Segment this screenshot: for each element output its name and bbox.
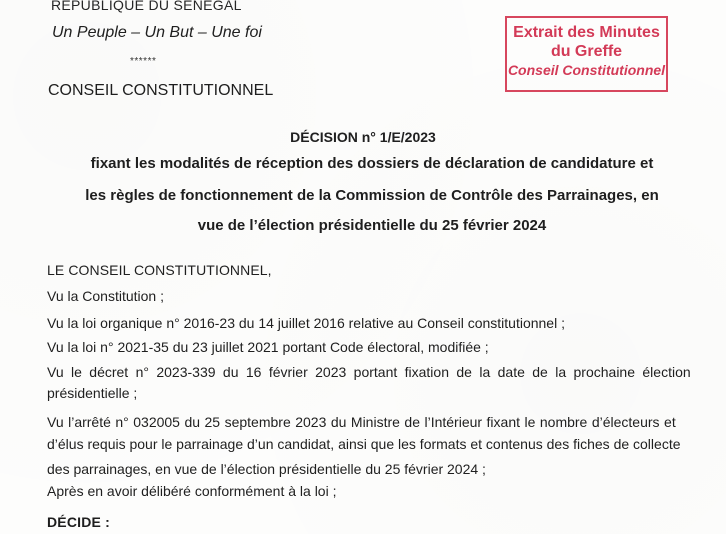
body-line: Vu l’arrêté n° 032005 du 25 septembre 2023 du Ministre de l’Intérieur fixant le nombre d’électeurs et [47,414,676,430]
national-motto: Un Peuple – Un But – Une foi [52,24,262,41]
body-line: d’élus requis pour le parrainage d’un candidat, ainsi que les formats et contenus des fiches de collecte [47,436,681,452]
decision-subtitle-line-3: vue de l’élection présidentielle du 25 février 2024 [197,217,547,234]
stamp-line-2: du Greffe [550,43,623,60]
body-line: Vu la Constitution ; [47,288,164,304]
council-name: CONSEIL CONSTITUTIONNEL [48,82,274,99]
body-line: Vu le décret n° 2023-339 du 16 février 2023 portant fixation de la date de la prochaine élection [47,364,691,380]
decide-heading: DÉCIDE : [47,514,111,530]
body-line: Vu la loi organique n° 2016-23 du 14 juillet 2016 relative au Conseil constitutionnel ; [47,315,565,331]
stamp-line-3: Conseil Constitutionnel [507,62,666,78]
body-line: Vu la loi n° 2021-35 du 23 juillet 2021 portant Code électoral, modifiée ; [47,339,489,355]
stars-separator: ****** [130,56,157,67]
decision-title: DÉCISION n° 1/E/2023 [290,129,436,145]
republic-heading: REPUBLIQUE DU SENEGAL [51,0,242,13]
stamp-line-1: Extrait des Minutes [513,24,660,41]
decision-subtitle-line-1: fixant les modalités de réception des dossiers de déclaration de candidature et [90,155,654,172]
body-line: des parrainages, en vue de l’élection présidentielle du 25 février 2024 ; [47,461,486,477]
decision-subtitle-line-2: les règles de fonctionnement de la Commission de Contrôle des Parrainages, en [85,187,659,204]
body-line: Après en avoir délibéré conformément à la loi ; [47,483,337,499]
registry-stamp [505,16,668,92]
body-line: présidentielle ; [47,385,138,401]
body-line: LE CONSEIL CONSTITUTIONNEL, [47,262,272,278]
